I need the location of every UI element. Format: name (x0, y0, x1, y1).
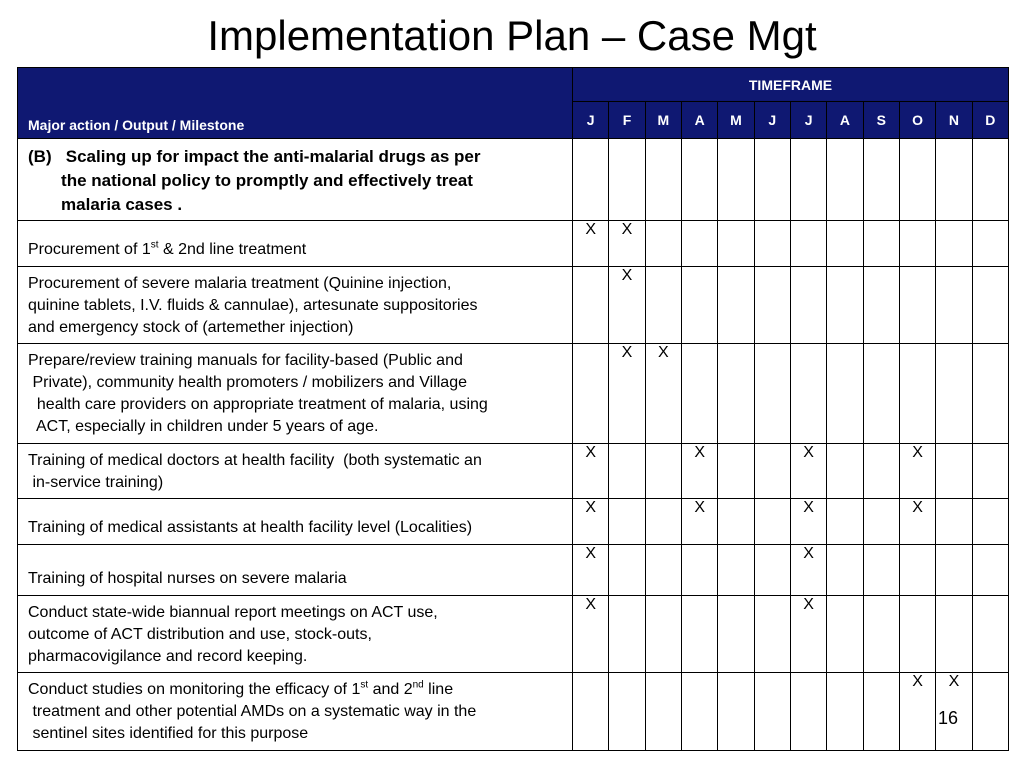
month-cell: X (790, 499, 826, 545)
month-cell: X (609, 344, 645, 444)
month-cell (718, 499, 754, 545)
action-line: malaria cases . (28, 195, 183, 214)
month-header: J (790, 102, 826, 139)
action-cell (18, 499, 573, 545)
month-cell (972, 221, 1008, 267)
month-cell: X (573, 221, 609, 267)
month-cell: X (609, 267, 645, 344)
header-row-timeframe (18, 68, 1009, 102)
action-line (28, 239, 568, 261)
action-cell (18, 545, 573, 596)
month-cell (790, 139, 826, 221)
page-title: Implementation Plan – Case Mgt (207, 12, 817, 59)
month-cell (899, 596, 935, 673)
month-cell: X (899, 444, 935, 499)
month-cell (936, 444, 972, 499)
month-cell (681, 545, 717, 596)
action-line: the national policy to promptly and effectively treat (28, 171, 473, 190)
action-line: in-service training) (28, 474, 164, 491)
month-cell: X (936, 673, 972, 751)
action-line: Conduct state-wide biannual report meetings on ACT use, (28, 604, 438, 621)
action-line: ACT, especially in children under 5 years of age. (28, 418, 379, 435)
action-cell (18, 673, 573, 751)
table-row-efficacy-studies (18, 673, 1009, 751)
action-line: Procurement of severe malaria treatment (Quinine injection, (28, 275, 452, 292)
month-cell (972, 344, 1008, 444)
month-header: S (863, 102, 899, 139)
month-cell (754, 499, 790, 545)
action-text: Procurement of 1 (28, 241, 151, 258)
implementation-plan-table (17, 67, 1009, 751)
month-cell: X (790, 596, 826, 673)
month-cell (609, 673, 645, 751)
month-cell (609, 596, 645, 673)
month-cell (863, 221, 899, 267)
superscript: nd (412, 679, 424, 691)
month-cell (681, 344, 717, 444)
month-cell: X (899, 499, 935, 545)
month-cell (790, 221, 826, 267)
month-cell (609, 499, 645, 545)
month-cell (645, 545, 681, 596)
month-cell (936, 545, 972, 596)
month-cell (645, 267, 681, 344)
action-line: quinine tablets, I.V. fluids & cannulae), artesunate suppositories (28, 297, 478, 314)
action-line: Prepare/review training manuals for facility-based (Public and (28, 352, 463, 369)
action-text: and 2 (368, 681, 413, 698)
month-cell (972, 545, 1008, 596)
month-cell (790, 673, 826, 751)
action-text: Conduct studies on monitoring the efficacy of 1 (28, 681, 361, 698)
month-cell (718, 139, 754, 221)
month-cell (936, 499, 972, 545)
month-cell (899, 344, 935, 444)
month-cell (972, 499, 1008, 545)
month-header: N (936, 102, 972, 139)
month-cell (972, 673, 1008, 751)
month-cell (936, 139, 972, 221)
month-cell: X (645, 344, 681, 444)
action-cell (18, 221, 573, 267)
action-line: Private), community health promoters / mobilizers and Village (28, 374, 467, 391)
action-line: Training of medical assistants at health facility level (Localities) (28, 519, 473, 536)
month-cell (754, 344, 790, 444)
month-cell (863, 596, 899, 673)
month-cell (645, 673, 681, 751)
month-cell (754, 444, 790, 499)
action-line: pharmacovigilance and record keeping. (28, 648, 308, 665)
month-header: J (754, 102, 790, 139)
month-cell (790, 267, 826, 344)
month-cell (972, 139, 1008, 221)
table-row-training-nurses (18, 545, 1009, 596)
month-cell (827, 596, 863, 673)
month-cell (718, 344, 754, 444)
month-cell (936, 344, 972, 444)
month-cell (573, 267, 609, 344)
month-cell (827, 545, 863, 596)
month-cell (718, 444, 754, 499)
action-line: treatment and other potential AMDs on a systematic way in the (28, 703, 477, 720)
month-cell (972, 267, 1008, 344)
month-cell (681, 221, 717, 267)
month-cell (754, 545, 790, 596)
month-header: M (645, 102, 681, 139)
month-cell: X (573, 545, 609, 596)
action-cell (18, 267, 573, 344)
month-cell (718, 673, 754, 751)
month-cell: X (609, 221, 645, 267)
month-cell (827, 673, 863, 751)
month-cell (863, 444, 899, 499)
month-cell (573, 344, 609, 444)
table-row-severe-malaria-procurement (18, 267, 1009, 344)
page-number: 16 (938, 708, 959, 728)
month-cell (645, 499, 681, 545)
month-header: F (609, 102, 645, 139)
action-line: outcome of ACT distribution and use, stock-outs, (28, 626, 372, 643)
action-cell (18, 444, 573, 499)
month-cell (899, 545, 935, 596)
month-cell (827, 499, 863, 545)
month-cell (681, 673, 717, 751)
month-cell (573, 673, 609, 751)
month-header: A (681, 102, 717, 139)
month-cell: X (573, 499, 609, 545)
month-cell: X (790, 444, 826, 499)
table-row-training-assistants (18, 499, 1009, 545)
month-header: A (827, 102, 863, 139)
month-cell (754, 267, 790, 344)
table-row-training-doctors (18, 444, 1009, 499)
month-cell (827, 344, 863, 444)
action-cell (18, 344, 573, 444)
action-line: health care providers on appropriate treatment of malaria, using (28, 396, 488, 413)
month-cell (790, 344, 826, 444)
month-cell (899, 267, 935, 344)
month-cell (936, 221, 972, 267)
action-line: Training of hospital nurses on severe malaria (28, 570, 347, 587)
month-cell (754, 139, 790, 221)
month-cell (827, 221, 863, 267)
month-cell (827, 267, 863, 344)
header-timeframe: TIMEFRAME (573, 68, 1009, 102)
month-header: O (899, 102, 935, 139)
month-header: J (573, 102, 609, 139)
superscript: st (360, 679, 369, 691)
month-cell: X (681, 499, 717, 545)
month-cell (609, 545, 645, 596)
month-cell (863, 267, 899, 344)
month-cell: X (681, 444, 717, 499)
month-cell (972, 596, 1008, 673)
month-cell (863, 545, 899, 596)
month-cell (863, 139, 899, 221)
action-line: Training of medical doctors at health facility (both systematic an (28, 452, 482, 469)
month-cell (573, 139, 609, 221)
action-line (28, 679, 568, 701)
action-text: line (423, 681, 454, 698)
month-cell (718, 221, 754, 267)
action-line: and emergency stock of (artemether injection) (28, 319, 354, 336)
month-cell (681, 267, 717, 344)
month-cell (681, 139, 717, 221)
action-cell (18, 596, 573, 673)
superscript: st (150, 239, 159, 251)
table-row-report-meetings (18, 596, 1009, 673)
month-cell (718, 267, 754, 344)
month-cell (936, 596, 972, 673)
month-cell (754, 221, 790, 267)
month-cell (863, 344, 899, 444)
table-row-section-b (18, 139, 1009, 221)
table-row-training-manuals (18, 344, 1009, 444)
month-cell (827, 444, 863, 499)
month-cell (645, 139, 681, 221)
month-cell (681, 596, 717, 673)
month-cell (754, 673, 790, 751)
action-text: & 2nd line treatment (158, 241, 307, 258)
month-cell (863, 673, 899, 751)
month-header: M (718, 102, 754, 139)
month-header: D (972, 102, 1008, 139)
action-cell (18, 139, 573, 221)
action-line: sentinel sites identified for this purpose (28, 725, 309, 742)
month-cell (645, 444, 681, 499)
table-row-procurement-1st-2nd (18, 221, 1009, 267)
month-cell (718, 545, 754, 596)
month-cell (645, 596, 681, 673)
month-cell (899, 139, 935, 221)
month-cell (645, 221, 681, 267)
month-cell: X (573, 444, 609, 499)
month-cell: X (899, 673, 935, 751)
month-cell (936, 267, 972, 344)
action-line: (B) Scaling up for impact the anti-malarial drugs as per (28, 147, 481, 166)
month-cell: X (790, 545, 826, 596)
month-cell (827, 139, 863, 221)
month-cell (899, 221, 935, 267)
month-cell (609, 139, 645, 221)
month-cell (972, 444, 1008, 499)
month-cell (863, 499, 899, 545)
header-major-action: Major action / Output / Milestone (18, 68, 573, 139)
month-cell (718, 596, 754, 673)
month-cell (609, 444, 645, 499)
month-cell (754, 596, 790, 673)
month-cell: X (573, 596, 609, 673)
